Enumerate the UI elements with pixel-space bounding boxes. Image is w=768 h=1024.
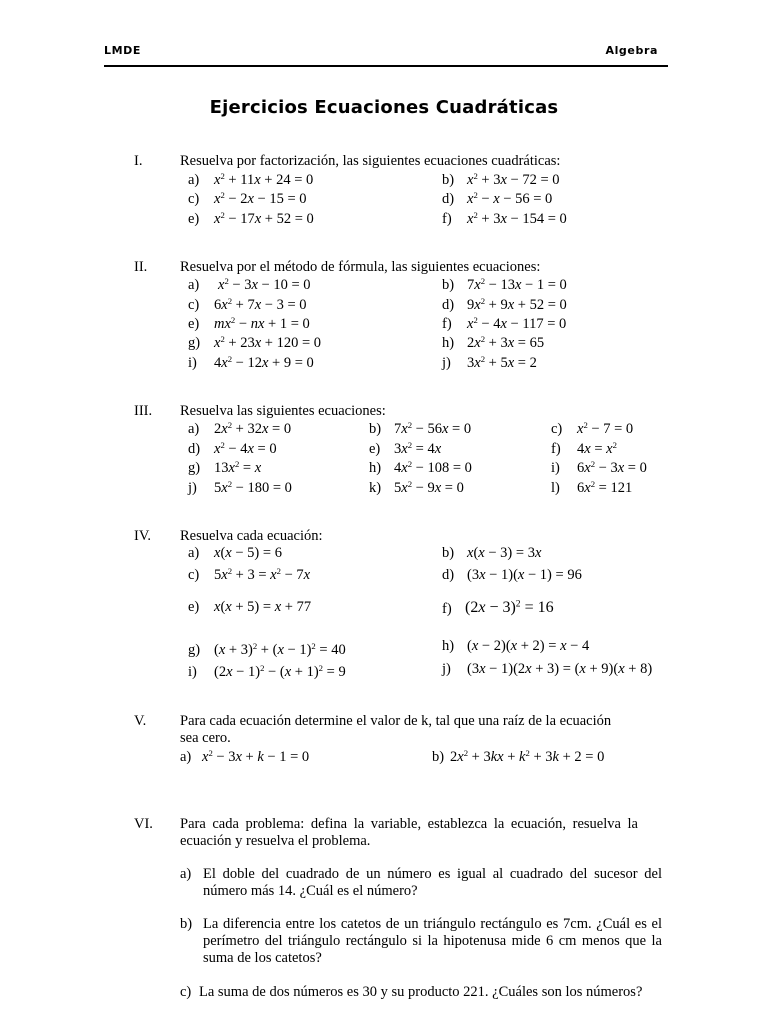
section-instruction: Para cada ecuación determine el valor de k, tal que una raíz de la ecuación	[180, 713, 612, 729]
item-equation: $x^2 - 4x - 117 = 0$	[467, 315, 567, 332]
item-label: c)	[188, 297, 200, 313]
section-instruction: Resuelva cada ecuación:	[180, 528, 323, 544]
item-equation: $x^2 + 3x - 72 = 0$	[467, 171, 560, 188]
header-right-label: Algebra	[605, 44, 658, 57]
item-label: c)	[188, 191, 200, 207]
header-left-label: LMDE	[104, 44, 142, 57]
item-equation: $3x^2 + 5x = 2$	[467, 354, 537, 371]
item-label: d)	[442, 191, 455, 207]
item-label: a)	[188, 545, 200, 561]
item-equation: (3x − 1)(2x + 3) = (x + 9)(x + 8)	[467, 661, 653, 677]
item-label: h)	[442, 335, 455, 351]
item-label: e)	[188, 316, 200, 332]
item-equation: (3x − 1)(x − 1) = 96	[467, 567, 582, 583]
section-instruction: Resuelva por factorización, las siguientes ecuaciones cuadráticas:	[180, 153, 561, 169]
item-equation: $x^2 - x - 56 = 0$	[467, 190, 553, 207]
item-label: b)	[442, 172, 455, 188]
item-equation: $9x^2 + 9x + 52 = 0$	[467, 296, 567, 313]
item-equation: $x^2 + 3x - 154 = 0$	[467, 210, 567, 227]
item-label: h)	[369, 460, 382, 476]
problem-text: El doble del cuadrado de un número es igual al cuadrado del sucesor del número más 14. ¿Cuál es el número?	[203, 866, 662, 899]
section-numeral: III.	[134, 403, 153, 419]
item-label: e)	[369, 441, 381, 457]
item-label: a)	[180, 749, 192, 765]
item-label: b)	[432, 749, 445, 765]
item-label: g)	[188, 642, 201, 658]
item-equation: $x^2 - 2x - 15 = 0$	[214, 190, 307, 207]
item-label: k)	[369, 480, 382, 496]
item-label: d)	[442, 567, 455, 583]
item-equation: $6x^2 + 7x - 3 = 0$	[214, 296, 307, 313]
item-label: b)	[442, 545, 455, 561]
item-equation: $(2x - 3)^2 = 16$	[465, 598, 554, 616]
item-equation: $(2x - 1)^2 - (x + 1)^2 = 9$	[214, 663, 346, 680]
section-instruction-continued: sea cero.	[180, 730, 231, 746]
item-label: a)	[188, 172, 200, 188]
header-rule	[104, 65, 668, 67]
item-label: d)	[188, 441, 201, 457]
item-equation: $2x^2 + 3kx + k^2 + 3k + 2 = 0$	[450, 748, 605, 765]
item-equation: $13x^2 = x$	[214, 459, 262, 476]
section-numeral: IV.	[134, 528, 152, 544]
section-numeral: V.	[134, 713, 147, 729]
item-equation: $x^2 - 3x - 10 = 0$	[218, 276, 311, 293]
section-instruction: Resuelva por el método de fórmula, las siguientes ecuaciones:	[180, 259, 541, 275]
item-label: a)	[188, 277, 200, 293]
item-label: j)	[442, 355, 451, 371]
item-label: c)	[180, 984, 192, 1000]
item-equation: $x^2 + 11x + 24 = 0$	[214, 171, 314, 188]
item-equation: $3x^2 = 4x$	[394, 440, 442, 457]
problem-text: La diferencia entre los catetos de un triángulo rectángulo es 7cm. ¿Cuál es el perímetro del triángulo rectángulo si la hipotenusa mide 6 cm menos que la suma de los catetos?	[203, 916, 662, 966]
item-equation: $5x^2 - 9x = 0$	[394, 479, 464, 496]
item-equation: $4x^2 - 12x + 9 = 0$	[214, 354, 314, 371]
item-equation: x(x − 5) = 6	[214, 545, 282, 561]
item-label: h)	[442, 638, 455, 654]
item-label: a)	[188, 421, 200, 437]
item-label: b)	[180, 916, 193, 932]
item-equation: $5x^2 - 180 = 0$	[214, 479, 292, 496]
item-equation: $6x^2 - 3x = 0$	[577, 459, 647, 476]
item-label: b)	[369, 421, 382, 437]
item-label: l)	[551, 480, 560, 496]
item-label: d)	[442, 297, 455, 313]
item-equation: $7x^2 - 13x - 1 = 0$	[467, 276, 567, 293]
item-equation: $2x^2 + 3x = 65$	[467, 334, 545, 351]
item-label: f)	[551, 441, 561, 457]
item-label: f)	[442, 316, 452, 332]
item-label: f)	[442, 211, 452, 227]
item-label: g)	[188, 460, 201, 476]
section-instruction: Para cada problema: defina la variable, establezca la ecuación, resuelva la ecuación y resuelva el problema.	[180, 816, 638, 849]
item-equation: $x^2 + 23x + 120 = 0$	[214, 334, 322, 351]
item-label: i)	[551, 460, 560, 476]
item-equation: (x − 2)(x + 2) = x − 4	[467, 638, 590, 654]
item-equation: $4x^2 - 108 = 0$	[394, 459, 472, 476]
item-equation: $x^2 - 3x + k - 1 = 0$	[202, 748, 310, 765]
item-equation: $5x^2 + 3 = x^2 - 7x$	[214, 566, 311, 583]
item-equation: $6x^2 = 121$	[577, 479, 633, 496]
item-equation: $4x = x^2$	[577, 440, 617, 457]
item-equation: $x^2 - 4x = 0$	[214, 440, 277, 457]
item-label: i)	[188, 664, 197, 680]
section-numeral: I.	[134, 153, 143, 169]
item-label: c)	[551, 421, 563, 437]
item-equation: $x^2 - 7 = 0$	[577, 420, 634, 437]
item-label: g)	[188, 335, 201, 351]
item-equation: $7x^2 - 56x = 0$	[394, 420, 472, 437]
item-equation: $x^2 - 17x + 52 = 0$	[214, 210, 314, 227]
section-numeral: II.	[134, 259, 148, 275]
section-numeral: VI.	[134, 816, 153, 832]
item-equation: x(x − 3) = 3x	[467, 545, 542, 561]
section-instruction: Resuelva las siguientes ecuaciones:	[180, 403, 386, 419]
document-title: Ejercicios Ecuaciones Cuadráticas	[209, 97, 559, 118]
item-label: e)	[188, 211, 200, 227]
item-equation: x(x + 5) = x + 77	[214, 599, 312, 615]
item-label: i)	[188, 355, 197, 371]
item-label: b)	[442, 277, 455, 293]
item-label: j)	[188, 480, 197, 496]
item-equation: $(x + 3)^2 + (x - 1)^2 = 40$	[214, 641, 346, 658]
item-label: a)	[180, 866, 192, 882]
item-equation: $mx^2$ − nx + 1 = 0	[214, 315, 310, 332]
item-label: f)	[442, 601, 452, 617]
item-label: j)	[442, 661, 451, 677]
problem-text: La suma de dos números es 30 y su producto 221. ¿Cuáles son los números?	[199, 984, 643, 1000]
item-label: c)	[188, 567, 200, 583]
item-label: e)	[188, 599, 200, 615]
item-equation: $2x^2 + 32x = 0$	[214, 420, 292, 437]
